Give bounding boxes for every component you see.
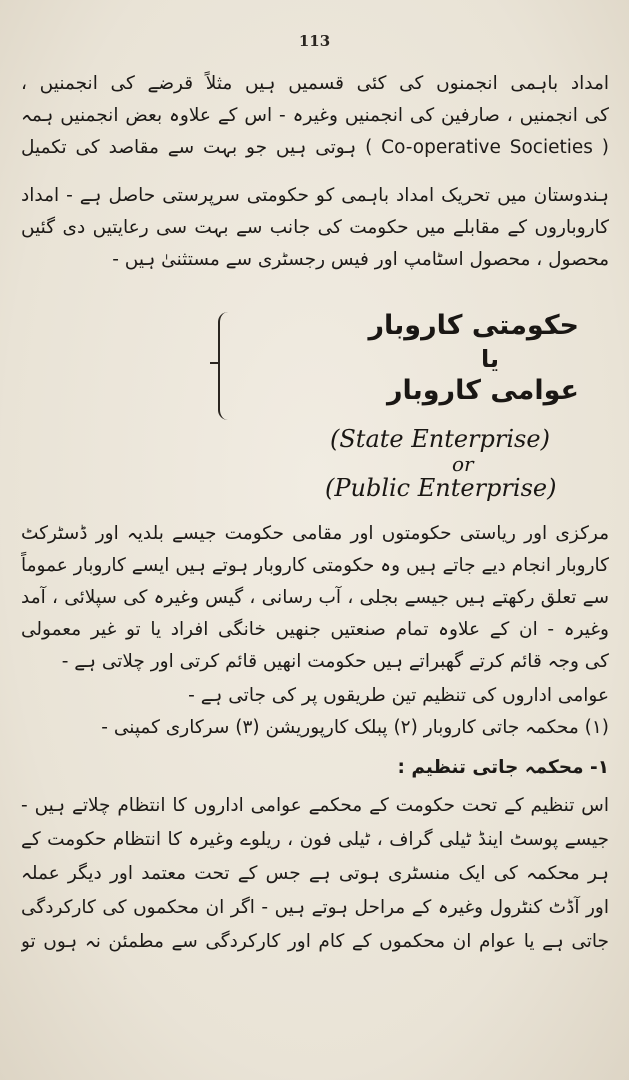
paragraph-organization-methods — [21, 680, 609, 744]
text-line: محصول ، محصول اسٹامپ اور فیس رجسٹری سے مستثنیٰ ہیں - — [112, 249, 609, 270]
text-line: ہندوستان میں تحریک امداد باہمی کو حکومتی سرپرستی حاصل ہے - امداد — [21, 185, 609, 206]
text-line: ہر محکمہ کی ایک منسٹری ہوتی ہے جس کے تحت معتمد اور دیگر عملہ — [21, 863, 609, 884]
paragraph-cooperative-types — [21, 68, 609, 164]
paragraph-departmental-organization — [21, 790, 609, 960]
text-line: اس تنظیم کے تحت حکومت کے محکمے عوامی اداروں کا انتظام چلاتے ہیں - — [21, 795, 609, 816]
text-line: ( Co-operative Societies ) ہوتی ہیں جو بہت سے مقاصد کی تکمیل — [21, 137, 609, 158]
heading-public-business: عوامی کاروبار — [386, 375, 579, 406]
text-line: کی انجمنیں ، صارفین کی انجمنیں وغیرہ - اس کے علاوہ بعض انجمنیں ہمہ — [21, 105, 609, 126]
text-line: (۱) محکمہ جاتی کاروبار (۲) پبلک کارپوریشن (۳) سرکاری کمپنی - — [101, 717, 609, 738]
text-line: جاتی ہے یا عوام ان محکموں کے کام اور کارکردگی سے مطمئن نہ ہوں تو — [21, 931, 609, 952]
text-line: کاروباروں کے مقابلے میں حکومت کی جانب سے بہت سی رعایتیں دی گئیں — [21, 217, 609, 238]
text-line: اور آڈٹ کنٹرول وغیرہ کے مراحل ہوتے ہیں - اگر ان محکموں کی کارکردگی — [21, 897, 609, 918]
curly-brace-decoration — [218, 312, 236, 420]
text-line: امداد باہمی انجمنوں کی کئی قسمیں ہیں مثلاً قرضے کی انجمنیں ، — [21, 73, 609, 94]
text-line: سے تعلق رکھتے ہیں جیسے بجلی ، آب رسانی ، گیس وغیرہ کی سپلائی ، آمد — [21, 587, 609, 608]
text-line: وغیرہ - ان کے علاوہ تمام صنعتیں جنھیں خانگی افراد یا تو غیر معمولی — [21, 619, 609, 640]
paragraph-govt-patronage — [21, 180, 609, 276]
text-line: کی وجہ قائم کرتے گھبراتے ہیں حکومت انھیں قائم کرتی اور چلاتی ہے - — [61, 651, 609, 672]
heading-or-urdu: یا — [480, 345, 499, 373]
text-line: جیسے پوسٹ اینڈ ٹیلی گراف ، ٹیلی فون ، ریلوے وغیرہ کا انتظام حکومت کے — [21, 829, 609, 850]
paragraph-state-enterprise-definition — [21, 518, 609, 678]
heading-state-enterprise: (State Enterprise) — [330, 425, 550, 453]
heading-govt-business: حکومتی کاروبار — [368, 310, 579, 341]
heading-or-english: or — [452, 452, 474, 476]
page-number: 113 — [298, 32, 331, 50]
text-line: کاروبار انجام دیے جاتے ہیں وہ حکومتی کاروبار ہوتے ہیں ایسے کاروبار عموماً — [21, 555, 609, 576]
section-title: ۱- محکمہ جاتی تنظیم : — [397, 757, 609, 778]
text-line: مرکزی اور ریاستی حکومتوں اور مقامی حکومت جیسے بلدیہ اور ڈسٹرکٹ — [21, 523, 609, 544]
section-title-departmental — [21, 752, 609, 784]
text-line: عوامی اداروں کی تنظیم تین طریقوں پر کی جاتی ہے - — [188, 685, 609, 706]
heading-public-enterprise: (Public Enterprise) — [325, 474, 557, 502]
